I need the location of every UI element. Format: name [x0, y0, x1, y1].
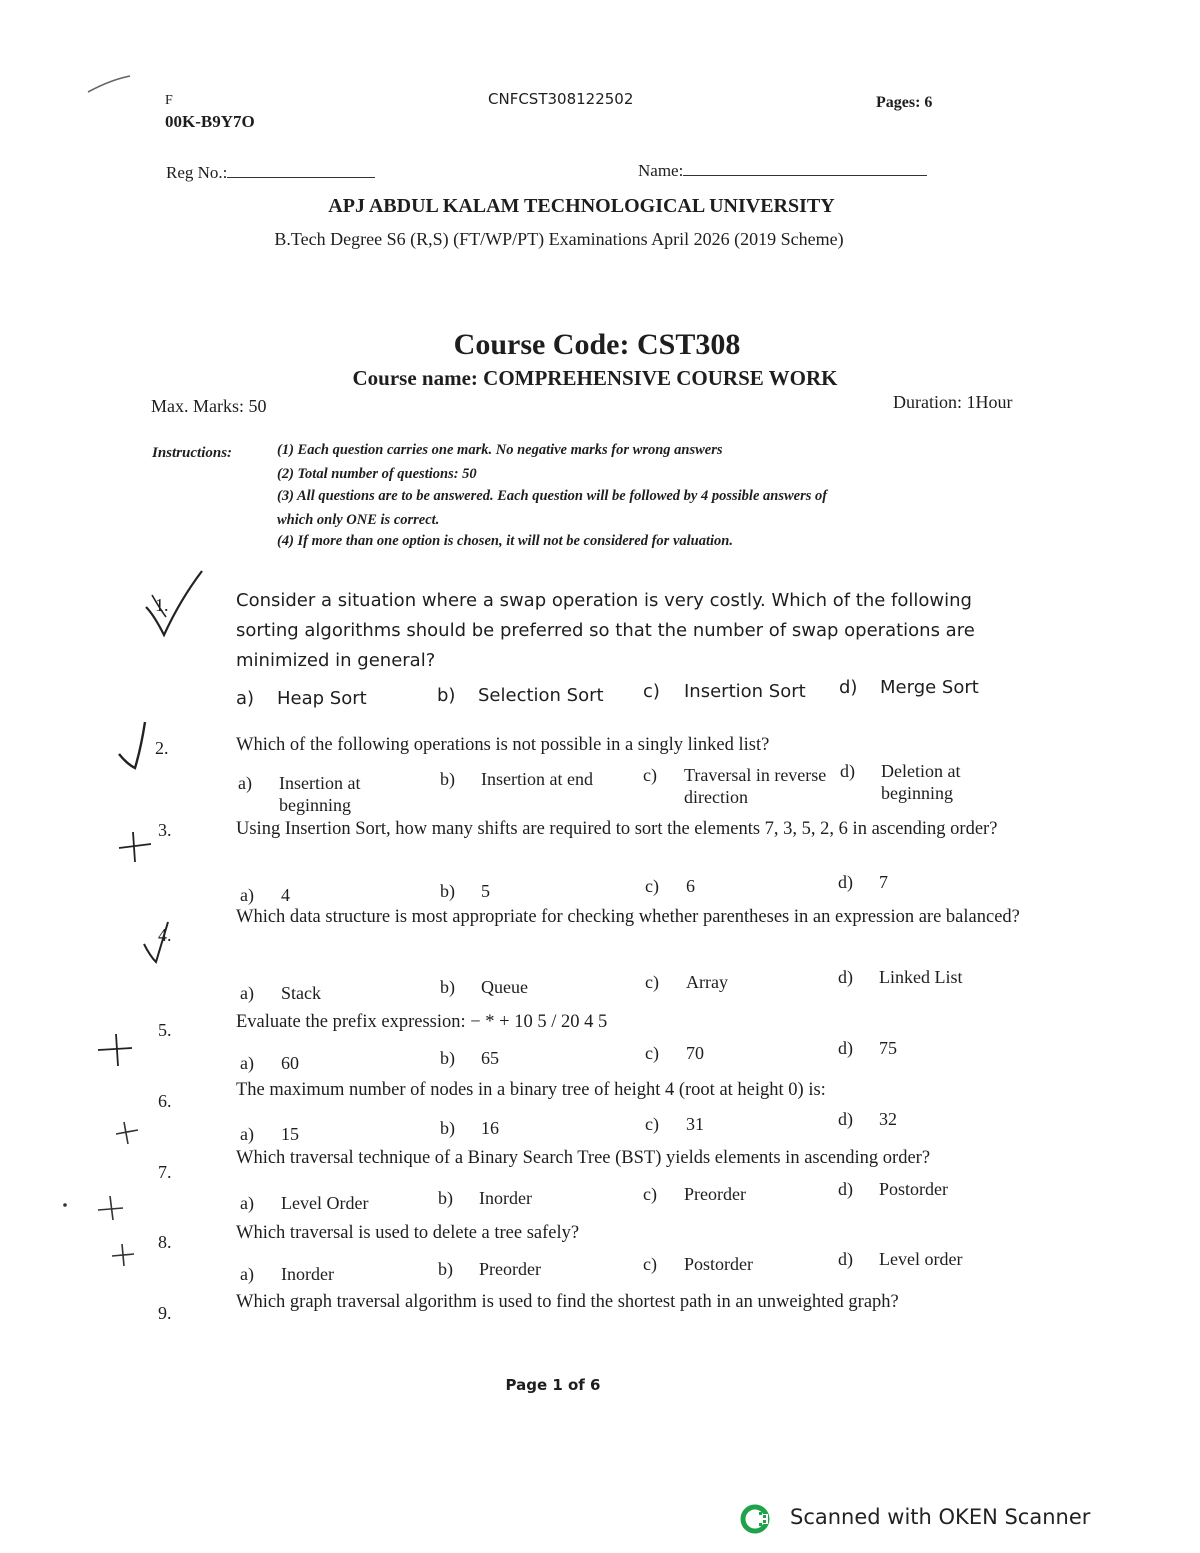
option-label: a)	[240, 1264, 254, 1284]
option-text: 65	[481, 1048, 499, 1068]
option-text: 32	[879, 1109, 897, 1129]
option-label: a)	[240, 1124, 254, 1144]
cross-mark	[108, 1240, 138, 1270]
instructions-label: Instructions:	[152, 445, 233, 461]
option-text: Merge Sort	[880, 677, 979, 698]
question-text: Which graph traversal algorithm is used to find the shortest path in an unweighted graph?	[236, 1292, 899, 1312]
question-text: Evaluate the prefix expression: − * + 10 5 / 20 4 5	[236, 1012, 608, 1032]
option-text: 16	[481, 1118, 499, 1138]
option-text: 60	[281, 1053, 299, 1073]
option-text: Array	[686, 972, 728, 992]
option-label: d)	[838, 1179, 853, 1199]
option-text: Heap Sort	[277, 688, 367, 709]
option-text: 4	[281, 885, 290, 905]
option-text: Inorder	[281, 1264, 334, 1284]
option-label: b)	[437, 685, 456, 706]
option-label: c)	[643, 1184, 657, 1204]
option-label: d)	[838, 1038, 853, 1058]
option-text: Deletion at beginning	[881, 761, 961, 803]
cross-mark	[112, 1118, 142, 1148]
oken-scanner-logo-icon	[740, 1503, 772, 1535]
option-label: d)	[838, 967, 853, 987]
ink-dot	[60, 1200, 70, 1210]
option-text: 70	[686, 1043, 704, 1063]
option-label: b)	[440, 1118, 455, 1138]
instruction-3: (3) All questions are to be answered. Each question will be followed by 4 possible answers of	[277, 488, 828, 504]
question-text: Which of the following operations is not possible in a singly linked list?	[236, 735, 770, 755]
question-number: 9.	[158, 1303, 172, 1323]
option-label: d)	[838, 1109, 853, 1129]
page-number: Page 1 of 6	[505, 1376, 601, 1394]
option-label: a)	[240, 1053, 254, 1073]
question-text: Using Insertion Sort, how many shifts are required to sort the elements 7, 3, 5, 2, 6 in ascending order?	[236, 819, 998, 839]
option-text: Selection Sort	[478, 685, 604, 706]
option-label: d)	[840, 761, 855, 781]
question-number: 6.	[158, 1091, 172, 1111]
option-label: c)	[645, 1114, 659, 1134]
reg-no-label: Reg No.:	[166, 163, 228, 182]
option-text: Level order	[879, 1249, 963, 1269]
instruction-1: (1) Each question carries one mark. No negative marks for wrong answers	[277, 442, 723, 458]
option-label: b)	[440, 1048, 455, 1068]
option-label: a)	[238, 773, 252, 793]
option-label: c)	[643, 681, 660, 702]
option-text: Postorder	[879, 1179, 948, 1199]
pen-stroke-mark	[85, 70, 135, 100]
cross-mark	[115, 826, 155, 866]
pages-count: Pages: 6	[876, 94, 933, 111]
reg-no-field	[166, 163, 375, 183]
option-text: 31	[686, 1114, 704, 1134]
option-text: 6	[686, 876, 695, 896]
scanner-watermark: Scanned with OKEN Scanner	[790, 1505, 1091, 1529]
option-text: Linked List	[879, 967, 963, 987]
question-text: Which traversal is used to delete a tree safely?	[236, 1223, 580, 1243]
option-label: d)	[838, 1249, 853, 1269]
exam-title: B.Tech Degree S6 (R,S) (FT/WP/PT) Examinations April 2026 (2019 Scheme)	[274, 229, 844, 249]
question-number: 4.	[158, 925, 172, 945]
question-text: The maximum number of nodes in a binary tree of height 4 (root at height 0) is:	[236, 1080, 826, 1100]
option-text: Insertion at beginning	[279, 773, 361, 815]
option-label: c)	[643, 1254, 657, 1274]
question-number: 1.	[155, 595, 169, 615]
tick-mark	[115, 718, 155, 774]
question-text: Which data structure is most appropriate for checking whether parentheses in an expression are balanced?	[236, 907, 1020, 927]
university-name: APJ ABDUL KALAM TECHNOLOGICAL UNIVERSITY	[328, 195, 835, 217]
option-label: b)	[438, 1188, 453, 1208]
question-number: 2.	[155, 738, 169, 758]
option-text: Traversal in reverse direction	[684, 765, 827, 807]
option-text: Queue	[481, 977, 528, 997]
option-text: Insertion at end	[481, 769, 593, 789]
course-name: Course name: COMPREHENSIVE COURSE WORK	[352, 366, 838, 390]
option-text: Level Order	[281, 1193, 369, 1213]
option-text: 7	[879, 872, 888, 892]
option-text: Insertion Sort	[684, 681, 806, 702]
question-number: 8.	[158, 1232, 172, 1252]
question-number: 7.	[158, 1162, 172, 1182]
option-label: a)	[236, 688, 255, 709]
question-text: Which traversal technique of a Binary Search Tree (BST) yields elements in ascending order?	[236, 1148, 931, 1168]
instruction-3-cont: which only ONE is correct.	[277, 512, 440, 528]
option-label: a)	[240, 885, 254, 905]
option-label: b)	[438, 1259, 453, 1279]
question-text: Consider a situation where a swap operation is very costly. Which of the following sorting algorithms should be preferred so that the number of swap operations are minimized in general?	[236, 590, 975, 671]
max-marks: Max. Marks: 50	[151, 396, 267, 416]
duration: Duration: 1Hour	[893, 392, 1013, 412]
option-text: Preorder	[479, 1259, 541, 1279]
name-field	[638, 161, 927, 181]
cross-mark	[96, 1030, 136, 1070]
reg-no-blank	[227, 163, 375, 178]
set-letter: F	[165, 93, 173, 108]
option-text: 75	[879, 1038, 897, 1058]
option-label: d)	[839, 677, 858, 698]
option-label: b)	[440, 881, 455, 901]
tick-mark	[140, 565, 210, 645]
option-text: Postorder	[684, 1254, 753, 1274]
option-text: Preorder	[684, 1184, 746, 1204]
option-text: 15	[281, 1124, 299, 1144]
option-label: a)	[240, 983, 254, 1003]
paper-id: 00K-B9Y7O	[165, 112, 255, 131]
option-label: b)	[440, 769, 455, 789]
course-code: Course Code: CST308	[453, 328, 741, 361]
instruction-4: (4) If more than one option is chosen, it will not be considered for valuation.	[277, 533, 733, 549]
name-label: Name:	[638, 161, 684, 180]
option-text: Stack	[281, 983, 321, 1003]
cross-mark	[95, 1192, 127, 1224]
option-label: c)	[645, 876, 659, 896]
option-text: 5	[481, 881, 490, 901]
option-label: d)	[838, 872, 853, 892]
tick-mark	[140, 918, 180, 966]
option-label: a)	[240, 1193, 254, 1213]
option-text: Inorder	[479, 1188, 532, 1208]
option-label: b)	[440, 977, 455, 997]
option-label: c)	[645, 972, 659, 992]
question-number: 3.	[158, 820, 172, 840]
option-label: c)	[645, 1043, 659, 1063]
qp-code: CNFCST308122502	[488, 90, 634, 108]
instruction-2: (2) Total number of questions: 50	[277, 466, 477, 482]
name-blank	[683, 161, 927, 176]
question-number: 5.	[158, 1020, 172, 1040]
option-label: c)	[643, 765, 657, 785]
